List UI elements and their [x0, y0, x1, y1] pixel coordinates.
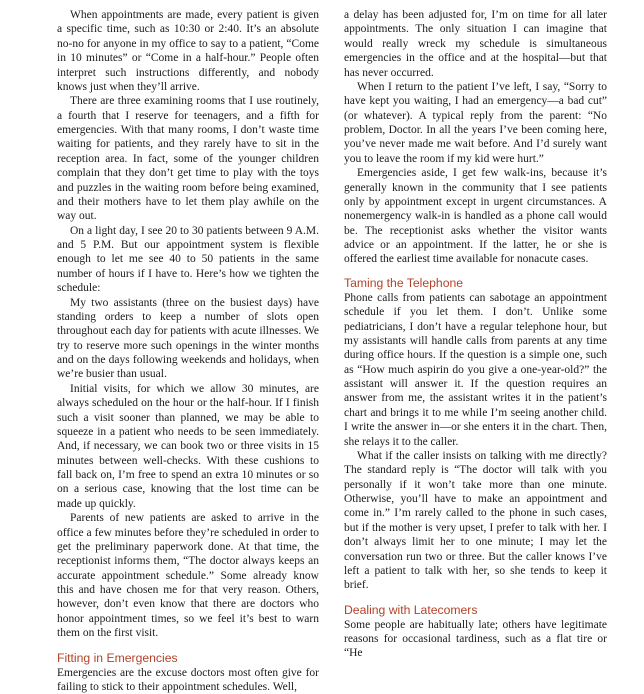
- body-paragraph: Parents of new patients are asked to arrive in the office a few minutes before they’re scheduled in order to get the preliminary paperwork done. At that time, the receptionist informs them, “The doctor always keeps an accurate appointment schedule.” Some already know this and have chosen me for that very reason. Others, however, don’t even know that there are doctors who honor appointment times, so we feel it’s best to warn them on the first visit.: [57, 511, 319, 640]
- body-paragraph: My two assistants (three on the busiest days) have standing orders to keep a number of slots open throughout each day for patients with acute illnesses. We try to reserve more such openings in the winter months and on the days following weekends and holidays, when we’re busier than usual.: [57, 296, 319, 382]
- body-paragraph: What if the caller insists on talking with me directly? The standard reply is “The doctor will talk with you personally if it won’t take more than one minute. Otherwise, you’ll have to make an appointment and come in.” I’m rarely called to the phone in such cases, but if the mother is very upset, I prefer to talk with her. I don’t always limit her to one minute; I may let the conversation run two or three. But the caller knows I’ve left a patient to talk with her, so she tends to keep it brief.: [344, 449, 607, 593]
- section-heading-taming-the-telephone: Taming the Telephone: [344, 276, 607, 291]
- body-paragraph: When I return to the patient I’ve left, I say, “Sorry to have kept you waiting, I had an emergency—a bad cut” (or whatever). A typical reply from the parent: “No problem, Doctor. In all the years I’ve been coming here, you’ve never made me wait before. And I’d surely want you to leave the room if my kid were hurt.”: [344, 80, 607, 166]
- body-paragraph: When appointments are made, every patient is given a specific time, such as 10:30 or 2:40. It’s an absolute no-no for anyone in my office to say to a patient, “Come in 10 minutes” or “Come in a half-hour.” People often interpret such instructions differently, and nobody knows just when they’ll arrive.: [57, 8, 319, 94]
- section-heading-dealing-with-latecomers: Dealing with Latecomers: [344, 603, 607, 618]
- body-paragraph: Some people are habitually late; others have legitimate reasons for occasional tardiness, such as a flat tire or “He: [344, 618, 607, 661]
- body-paragraph: There are three examining rooms that I use routinely, a fourth that I reserve for teenagers, and a fifth for emergencies. With that many rooms, I don’t waste time waiting for patients, and they rarely have to sit in the reception area. In fact, some of the younger children complain that they don’t get time to play with the toys and puzzles in the waiting room before being examined, and their mothers have to let them play awhile on the way out.: [57, 94, 319, 223]
- body-paragraph: On a light day, I see 20 to 30 patients between 9 A.M. and 5 P.M. But our appointment system is flexible enough to let me see 40 to 50 patients in the same number of hours if I have to. Here’s how we tighten the schedule:: [57, 224, 319, 296]
- body-paragraph: Phone calls from patients can sabotage an appointment schedule if you let them. I don’t. Unlike some pediatricians, I don’t have a regular telephone hour, but my assistants will handle calls from parents at any time during office hours. If the question is a simple one, such as “How much aspirin do you give a one-year-old?” the assistant will answer it. If the question requires an answer from me, the assistant writes it in the patient’s chart and brings it to me while I’m seeing another child. I write the answer in—or she enters it in the chart. Then, she relays it to the caller.: [344, 291, 607, 449]
- left-column: [57, 8, 319, 694]
- body-paragraph: Initial visits, for which we allow 30 minutes, are always scheduled on the hour or the half-hour. If I finish such a visit sooner than planned, we may be able to squeeze in a patient who needs to be seen immediately. And, if necessary, we can book two or three visits in 15 minutes between well-checks. With these cushions to fall back on, I’m free to spend an extra 10 minutes or so on a serious case, knowing that the lost time can be made up quickly.: [57, 382, 319, 511]
- body-paragraph: Emergencies aside, I get few walk-ins, because it’s generally known in the community that I see patients only by appointment except in urgent circumstances. A nonemergency walk-in is handled as a phone call would be. The receptionist asks whether the visitor wants advice or an appointment. If the latter, he or she is offered the earliest time available for nonacute cases.: [344, 166, 607, 267]
- body-paragraph-continued: a delay has been adjusted for, I’m on time for all later appointments. The only situation I can imagine that would really wreck my schedule is simultaneous emergencies in the office and at the hospital—but that has never occurred.: [344, 8, 607, 80]
- body-paragraph: Emergencies are the excuse doctors most often give for failing to stick to their appointment schedules. Well,: [57, 666, 319, 694]
- section-heading-fitting-in-emergencies: Fitting in Emergencies: [57, 651, 319, 666]
- right-column: [344, 8, 607, 661]
